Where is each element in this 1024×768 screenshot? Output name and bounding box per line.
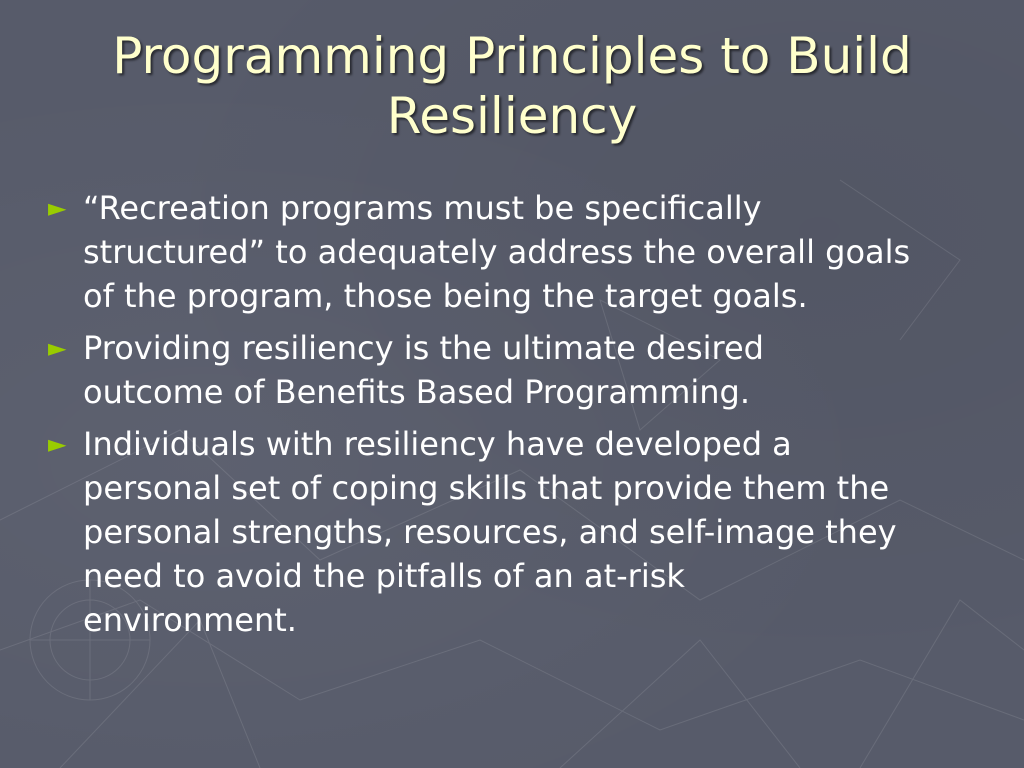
bullet-3-line-1: Individuals with resiliency have developed a bbox=[83, 425, 792, 463]
bullet-1-line-2: structured” to adequately address the overall goals bbox=[83, 233, 911, 271]
bullet-3-line-2: personal set of coping skills that provide them the bbox=[83, 469, 890, 507]
bullet-3-line-4: need to avoid the pitfalls of an at-risk bbox=[83, 557, 685, 595]
slide-title bbox=[40, 26, 984, 146]
slide-title-line-1: Programming Principles to Build bbox=[112, 27, 912, 85]
bullet-item-2 bbox=[48, 326, 998, 414]
bullet-arrow-icon: ► bbox=[48, 430, 67, 458]
bullet-arrow-icon: ► bbox=[48, 194, 67, 222]
bullet-2-line-2: outcome of Benefits Based Programming. bbox=[83, 373, 751, 411]
bullet-item-3 bbox=[48, 422, 998, 642]
bullet-1-line-3: of the program, those being the target goals. bbox=[83, 277, 808, 315]
bullet-3-line-5: environment. bbox=[83, 601, 297, 639]
bullet-arrow-icon: ► bbox=[48, 334, 67, 362]
bullet-2-line-1: Providing resiliency is the ultimate desired bbox=[83, 329, 764, 367]
bullet-1-line-1: “Recreation programs must be specifically bbox=[83, 189, 762, 227]
bullet-text-1 bbox=[83, 186, 998, 318]
bullet-text-3 bbox=[83, 422, 998, 642]
bullet-3-line-3: personal strengths, resources, and self-image they bbox=[83, 513, 897, 551]
bullet-item-1 bbox=[48, 186, 998, 318]
bullet-text-2 bbox=[83, 326, 998, 414]
slide-title-line-2: Resiliency bbox=[386, 87, 638, 145]
bullet-list bbox=[48, 186, 998, 650]
